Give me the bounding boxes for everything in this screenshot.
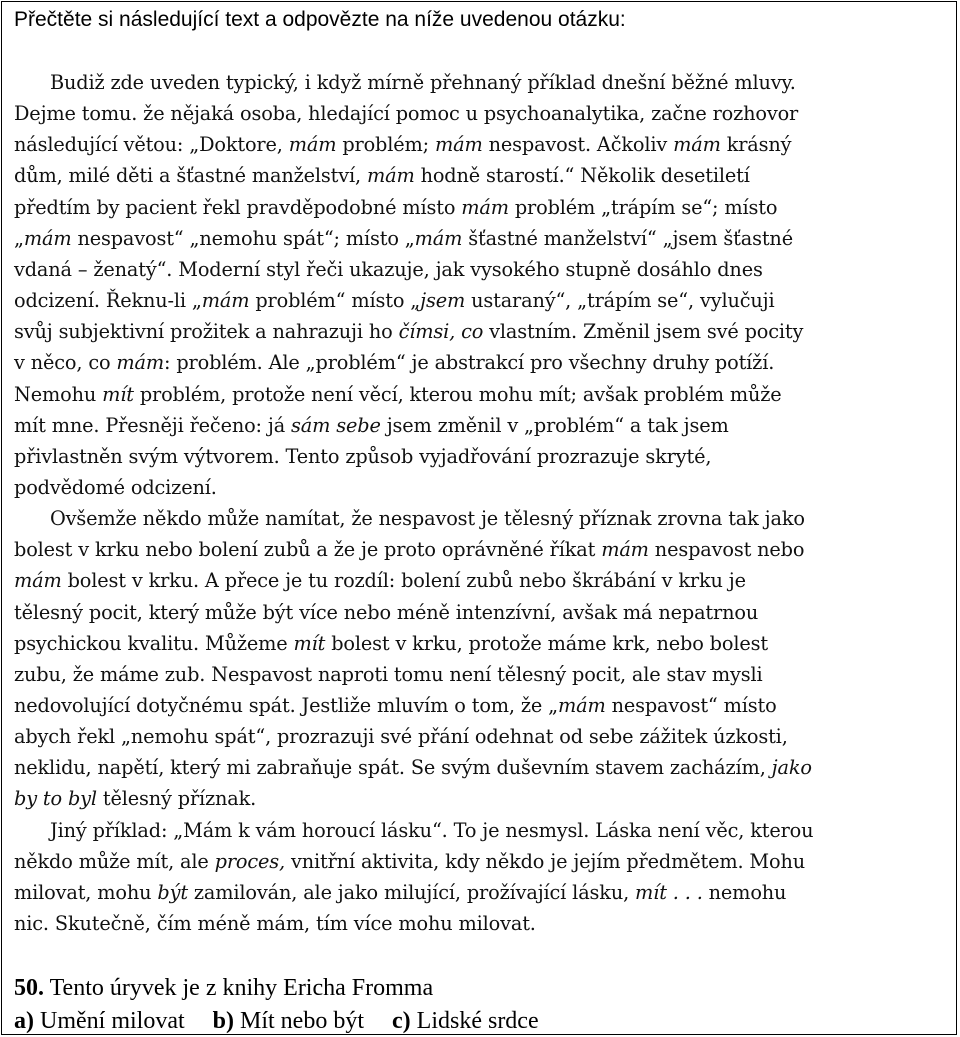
passage-text: : problém. Ale „problém“ je abstrakcí pro všechny druhy potíží. (164, 351, 775, 375)
emphasis-text: mám (414, 226, 463, 250)
passage-text: problém „trápím se“; místo (508, 195, 778, 219)
passage-line (14, 347, 774, 378)
passage-line (14, 192, 777, 223)
passage-text: tělesný pocit, který může být více nebo méně intenzívní, avšak má nepatrnou (14, 600, 759, 624)
passage-text: zubu, že máme zub. Nespavost naproti tomu není tělesný pocit, ale stav mysli (14, 662, 763, 686)
passage-text: nespavost“ místo (605, 694, 777, 717)
passage-text: někdo může mít, ale (14, 849, 215, 873)
passage-line (14, 783, 256, 814)
passage-line (14, 285, 775, 316)
passage-text: Budiž zde uveden typický, i když mírně přehnaný příklad dnešní běžné mluvy. (50, 71, 796, 94)
passage-text: problém, protože není věcí, kterou mohu mít; avšak problém může (133, 382, 782, 406)
emphasis-text: sám sebe (291, 413, 381, 437)
emphasis-text: čímsi, co (398, 320, 484, 344)
passage-line (14, 534, 804, 565)
passage-text: mít mne. Přesněji řečeno: já (14, 413, 292, 437)
emphasis-text: mám (461, 195, 509, 219)
passage-text: milovat, mohu (14, 880, 158, 904)
passage-text: hodně starostí.“ Několik desetiletí (414, 164, 750, 188)
passage-line (14, 129, 791, 160)
passage-line (14, 316, 803, 347)
passage-text: zamilován, ale jako milující, prožívající lásku, (187, 880, 636, 904)
passage-text: nespavost“ „nemohu spát“; místo „ (71, 226, 415, 250)
passage-text: ustaraný“, „trápím se“, vylučuji (465, 289, 775, 313)
answer-option-c[interactable]: c) Lidské srdce (392, 1008, 539, 1034)
passage-line (14, 410, 729, 441)
emphasis-text: mám (288, 133, 337, 157)
passage-text: přivlastněn svým výtvorem. Tento způsob vyjadřování prozrazuje skryté, (14, 444, 712, 468)
passage-text: vlastním. Změnil jsem své pocity (483, 320, 804, 344)
passage-text: psychickou kvalitu. Můžeme (14, 631, 294, 655)
passage-line (14, 877, 786, 908)
passage-text: nic. Skutečně, čím méně mám, tím více mohu milovat. (14, 912, 536, 936)
passage-text: nemohu (702, 880, 787, 904)
passage-text: v něco, co (14, 351, 117, 375)
passage-text: Nemohu (14, 382, 103, 406)
emphasis-text: mít (293, 631, 326, 655)
passage-line (14, 160, 750, 191)
passage-text: tělesný příznak. (96, 787, 257, 811)
passage-line (50, 503, 805, 534)
emphasis-text: mám (366, 164, 415, 188)
passage-line (14, 472, 217, 503)
passage-text: jsem změnil v „problém“ a tak jsem (380, 413, 729, 437)
passage-text: dům, milé děti a šťastné manželství, (14, 164, 367, 188)
passage-line (14, 721, 788, 752)
passage-line (14, 659, 763, 690)
passage-text: nespavost nebo (648, 538, 805, 562)
passage-text: problém“ místo „ (249, 289, 421, 313)
passage-text: Dejme tomu. že nějaká osoba, hledající pomoc u psychoanalytika, začne rozhovor (14, 102, 799, 126)
emphasis-text: mít (102, 382, 134, 406)
passage-text: problém; (336, 133, 435, 157)
emphasis-text: mám (201, 289, 250, 313)
emphasis-text: jako (771, 756, 812, 780)
emphasis-text: jsem (420, 289, 466, 313)
passage-line (14, 908, 536, 939)
question-line (14, 974, 433, 1002)
passage-line (14, 628, 768, 659)
passage-text: šťastné manželství“ „jsem šťastné (462, 226, 793, 250)
passage-text: bolest v krku. A přece je tu rozdíl: bolení zubů nebo škrábání v krku je (61, 569, 746, 593)
emphasis-text: mám (435, 133, 483, 157)
passage-line (14, 565, 746, 596)
passage-text: Ovšemže někdo může namítat, že nespavost je tělesný příznak zrovna tak jako (50, 507, 805, 531)
passage-text: vnitřní aktivita, kdy někdo je jejím předmětem. Mohu (285, 849, 806, 873)
passage-text: předtím by pacient řekl pravděpodobné místo (14, 195, 462, 219)
passage-text: následující větou: „Doktore, (14, 133, 289, 157)
passage-text: Jiný příklad: „Mám k vám horoucí lásku“. To je nesmysl. Láska není věc, kterou (50, 818, 814, 842)
passage-text: krásný (720, 133, 792, 157)
passage-text: bolest v krku nebo bolení zubů a že je proto oprávněné říkat (14, 538, 602, 562)
passage-text: „ (14, 226, 24, 250)
passage-text: odcizení. Řeknu-li „ (14, 289, 202, 313)
passage-line (14, 379, 782, 410)
passage-line (14, 441, 711, 472)
emphasis-text: mám (14, 569, 62, 593)
passage-line (14, 254, 763, 285)
answer-options (14, 1007, 567, 1035)
emphasis-text: být (157, 880, 188, 904)
passage-line (14, 752, 812, 783)
emphasis-text: mám (557, 694, 606, 717)
passage-line (14, 223, 793, 254)
emphasis-text: mám (23, 226, 72, 250)
passage-text: nedovolující dotyčnému spát. Jestliže mluvím o tom, že „ (14, 694, 558, 717)
emphasis-text: mám (601, 538, 649, 562)
passage-text: nespavost. Ačkoliv (482, 133, 674, 157)
passage-text: vdaná – ženatý“. Moderní styl řeči ukazuje, jak vysokého stupně dosáhlo dnes (14, 257, 763, 281)
passage-text: abych řekl „nemohu spát“, prozrazuji své přání odehnat od sebe zážitek úzkosti, (14, 725, 788, 749)
emphasis-text: by to byl (14, 787, 97, 811)
passage-line (14, 690, 777, 721)
passage-text: svůj subjektivní prožitek a nahrazuji ho (14, 320, 399, 344)
passage-line (14, 98, 798, 129)
passage-line (50, 67, 796, 98)
question-text: Tento úryvek je z knihy Ericha Fromma (44, 975, 434, 1001)
passage-text: bolest v krku, protože máme krk, nebo bolest (325, 631, 768, 655)
passage-text: podvědomé odcizení. (14, 475, 217, 499)
question-frame (1, 1, 957, 1035)
emphasis-text: mít . . . (635, 880, 703, 904)
passage-text: neklidu, napětí, který mi zabraňuje spát. Se svým duševním stavem zacházím, (14, 756, 772, 780)
passage-line (50, 815, 813, 846)
answer-option-b[interactable]: b) Mít nebo být (212, 1008, 364, 1034)
emphasis-text: mám (116, 351, 165, 375)
passage-line (14, 597, 758, 628)
question-number: 50. (14, 975, 44, 1001)
answer-option-a[interactable]: a) Umění milovat (14, 1008, 185, 1034)
passage-line (14, 846, 805, 877)
emphasis-text: mám (673, 133, 721, 157)
emphasis-text: proces, (214, 849, 286, 873)
instruction-text: Přečtěte si následující text a odpovězte na níže uvedenou otázku: (14, 8, 626, 31)
